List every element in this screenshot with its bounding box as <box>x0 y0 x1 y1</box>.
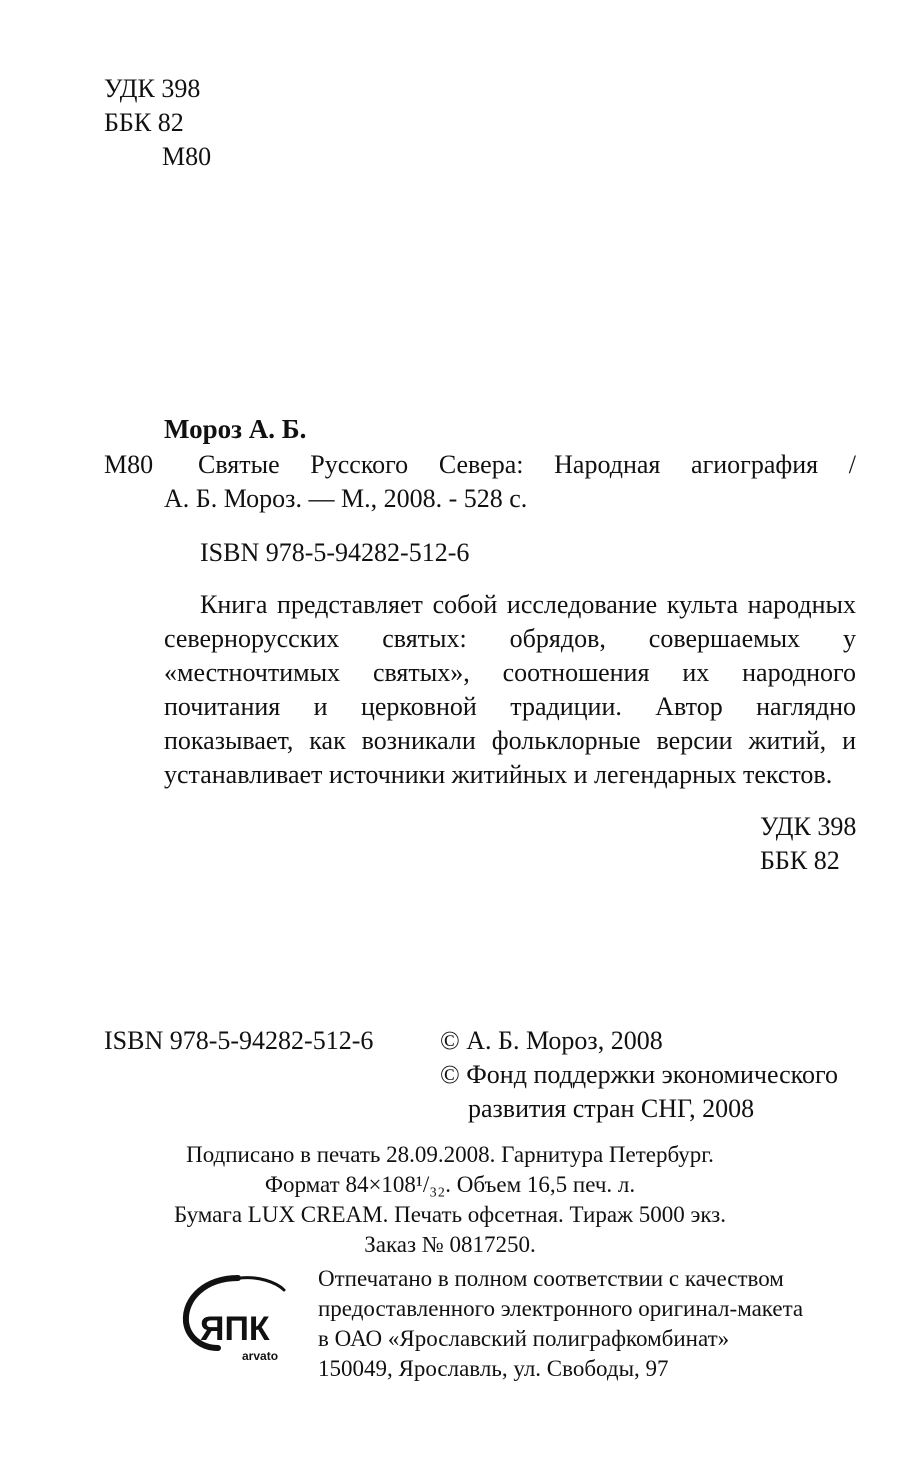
bbk-code: ББК 82 <box>104 108 184 137</box>
udk-code: УДК 398 <box>104 74 201 103</box>
imprint-signed: Подписано в печать 28.09.2008. Гарнитура Петербург. <box>186 1142 714 1167</box>
printer-line-1: Отпечатано в полном соответствии с качеством <box>318 1266 784 1291</box>
copyright-fund: © Фонд поддержки экономического <box>440 1060 838 1089</box>
abstract <box>164 588 856 792</box>
udk-code-right: УДК 398 <box>760 812 857 841</box>
copyright-author: © А. Б. Мороз, 2008 <box>440 1026 663 1055</box>
classification-header <box>104 72 211 174</box>
imprint-format: Формат 84×108¹/₃₂. Объем 16,5 печ. л. <box>264 1172 636 1197</box>
title-line <box>104 448 856 482</box>
bibliographic-entry <box>104 448 856 516</box>
printer-logo <box>178 1268 300 1364</box>
imprint-order: Заказ № 0817250. <box>364 1232 536 1257</box>
abstract-text: Книга представляет собой исследование культа народных севернорусских святых: обрядов, совершаемых у «местночтимых святых», соотношения их народного почитания и церковной традиции. Автор наглядно показывает, как возникали фольклорные версии житий, и устанавливает источники житийных и легендарных текстов. <box>164 590 856 789</box>
imprint-paper: Бумага LUX CREAM. Печать офсетная. Тираж 5000 экз. <box>173 1202 727 1227</box>
copyright-block <box>440 1024 838 1126</box>
author-mark: М80 <box>162 142 212 171</box>
logo-arc-tail <box>240 1278 284 1290</box>
isbn: ISBN 978-5-94282-512-6 <box>200 538 470 567</box>
imprint-block <box>0 1140 900 1260</box>
classification-right <box>760 810 856 878</box>
copyright-fund-cont: развития стран СНГ, 2008 <box>468 1094 755 1123</box>
printer-info <box>318 1264 803 1384</box>
responsibility-line: А. Б. Мороз. — М., 2008. - 528 с. <box>164 484 528 513</box>
isbn-bottom: ISBN 978-5-94282-512-6 <box>104 1026 374 1055</box>
entry-author-mark: М80 <box>104 450 154 479</box>
logo-sub: arvato <box>242 1349 279 1363</box>
author-name: Мороз А. Б. <box>164 414 307 444</box>
logo-text: ЯПК <box>200 1310 270 1348</box>
printer-line-2: предоставленного электронного оригинал-макета <box>318 1296 804 1321</box>
printer-line-3: в ОАО «Ярославский полиграфкомбинат» <box>318 1326 730 1351</box>
printer-address: 150049, Ярославль, ул. Свободы, 97 <box>318 1356 669 1381</box>
bbk-code-right: ББК 82 <box>760 846 840 875</box>
book-title: Святые Русского Севера: Народная агиография / <box>198 450 856 479</box>
